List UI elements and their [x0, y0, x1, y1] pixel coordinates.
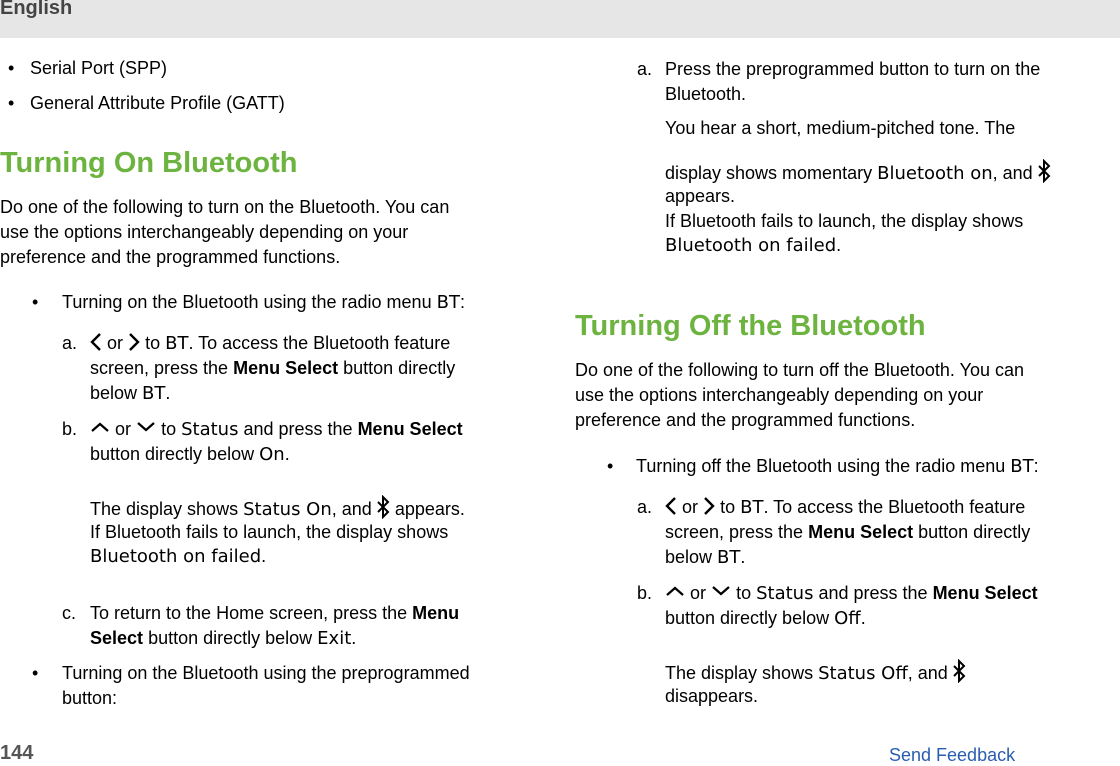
intro-line: use the options interchangeably depending on your — [575, 385, 984, 405]
page-header — [0, 0, 1120, 38]
page-number: 144 — [0, 742, 34, 764]
step-letter: b. — [637, 583, 653, 603]
up-arrow-icon — [665, 586, 685, 596]
list-item: General Attribute Profile (GATT) — [30, 93, 285, 113]
bullet-marker: • — [32, 292, 39, 312]
step-text: The display shows Status Off, and — [665, 659, 966, 686]
send-feedback-link[interactable]: Send Feedback — [889, 745, 1016, 765]
intro-line: preference and the programmed functions. — [0, 247, 341, 267]
step-text: Select button directly below Exit. — [90, 628, 357, 649]
step-letter: b. — [62, 419, 78, 439]
list-item: Turning on the Bluetooth using the preprogrammed — [62, 663, 470, 683]
intro-line: Do one of the following to turn off the Bluetooth. You can — [575, 360, 1024, 380]
bullet-marker: • — [607, 456, 614, 476]
step-letter: c. — [62, 603, 77, 623]
step-text: or to Status and press the Menu Select — [90, 417, 463, 442]
right-arrow-icon — [703, 496, 715, 516]
bluetooth-icon — [1038, 159, 1051, 183]
step-text: appears. — [665, 186, 736, 206]
intro-line: preference and the programmed functions. — [575, 410, 916, 430]
language-label: English — [0, 0, 73, 19]
section-heading: Turning Off the Bluetooth — [575, 310, 926, 342]
bluetooth-icon — [377, 495, 390, 519]
step-text: below BT. — [90, 383, 171, 404]
intro-line: Do one of the following to turn on the Bluetooth. You can — [0, 197, 450, 217]
step-text: If Bluetooth fails to launch, the display shows — [665, 211, 1024, 231]
bullet-marker: • — [8, 93, 15, 113]
down-arrow-icon — [711, 586, 731, 596]
step-letter: a. — [637, 59, 653, 79]
left-arrow-icon — [90, 332, 102, 352]
step-text: The display shows Status On, and appears. — [90, 495, 465, 522]
up-arrow-icon — [90, 422, 110, 432]
step-text: You hear a short, medium-pitched tone. The — [665, 118, 1016, 138]
step-letter: a. — [637, 497, 653, 517]
step-text: display shows momentary Bluetooth on, and — [665, 159, 1051, 186]
step-text: Bluetooth on failed. — [90, 546, 267, 567]
step-text: button directly below Off. — [665, 608, 866, 629]
list-item: Turning off the Bluetooth using the radio menu BT: — [636, 456, 1039, 477]
bullet-marker: • — [8, 58, 15, 78]
step-text: Bluetooth on failed. — [665, 235, 842, 256]
list-item: Serial Port (SPP) — [30, 58, 168, 78]
step-text: below BT. — [665, 547, 746, 568]
bullet-marker: • — [32, 663, 39, 683]
down-arrow-icon — [136, 422, 156, 432]
bluetooth-icon — [953, 659, 966, 683]
step-letter: a. — [62, 333, 78, 353]
step-text: If Bluetooth fails to launch, the display shows — [90, 522, 449, 542]
step-text: or to BT. To access the Bluetooth feature — [665, 495, 1025, 520]
right-arrow-icon — [128, 332, 140, 352]
step-text: Bluetooth. — [665, 84, 747, 104]
intro-line: use the options interchangeably depending on your — [0, 222, 409, 242]
list-item: Turning on the Bluetooth using the radio menu BT: — [62, 292, 465, 313]
step-text: To return to the Home screen, press the Menu — [90, 603, 460, 623]
step-text: or to Status and press the Menu Select — [665, 581, 1038, 606]
step-text: screen, press the Menu Select button directly — [665, 522, 1031, 542]
section-heading: Turning On Bluetooth — [0, 147, 298, 179]
step-text: button directly below On. — [90, 444, 290, 465]
list-item: button: — [62, 688, 118, 708]
left-arrow-icon — [665, 496, 677, 516]
step-text: screen, press the Menu Select button directly — [90, 358, 456, 378]
step-text: disappears. — [665, 686, 759, 706]
step-text: or to BT. To access the Bluetooth feature — [90, 331, 450, 356]
step-text: Press the preprogrammed button to turn on the — [665, 59, 1041, 79]
